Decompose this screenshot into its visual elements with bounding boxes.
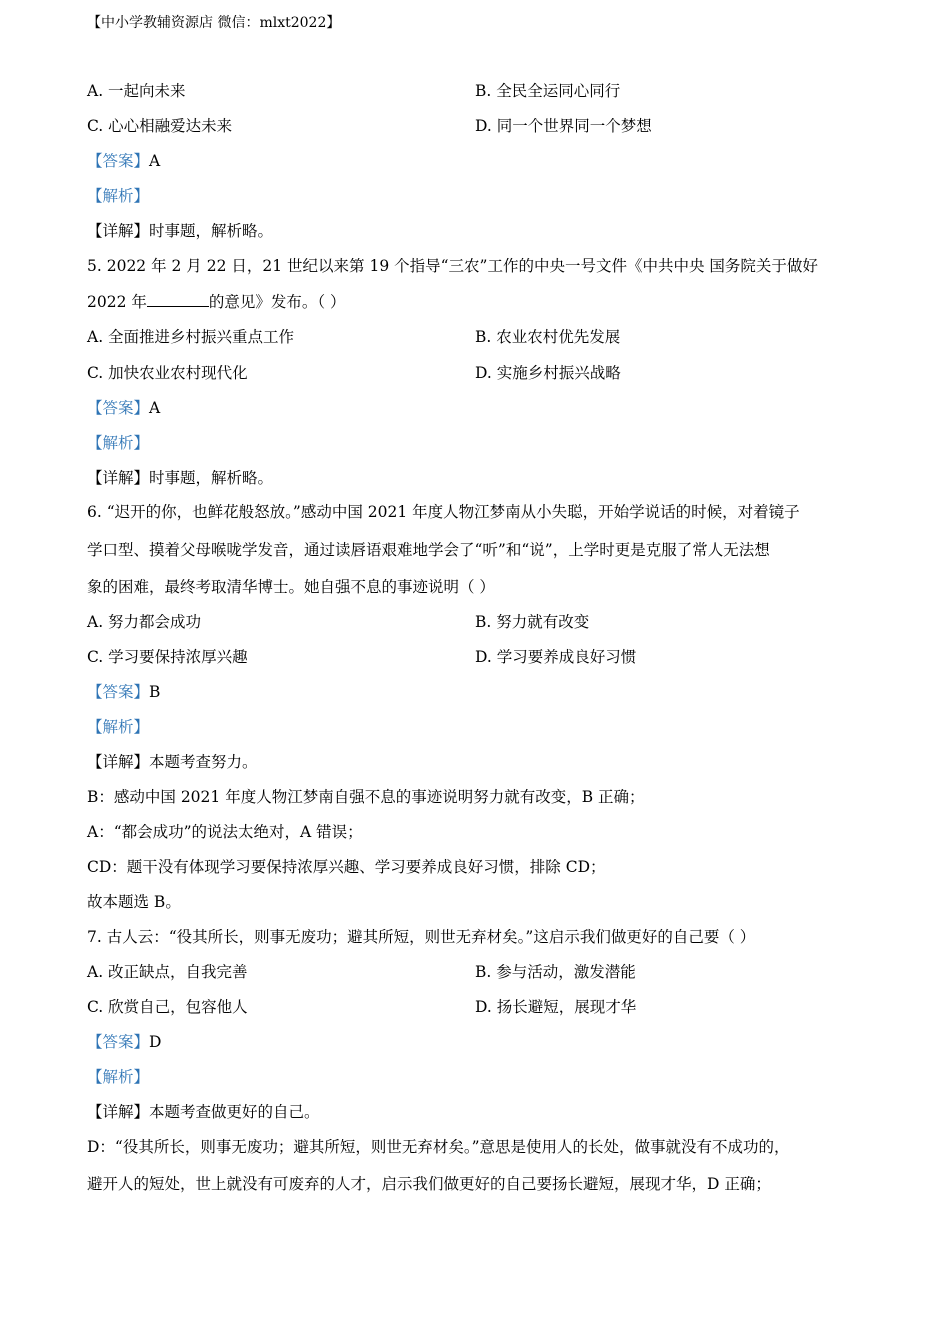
answer-label: 【答案】: [87, 399, 150, 417]
q5-fill-blank: [147, 292, 209, 307]
q6-stem-line2: 学口型、摸着父母喉咙学发音，通过读唇语艰难地学会了“听”和“说”，上学时更是克服了常人无法想: [87, 541, 770, 559]
q4-analysis-label: 【解析】: [87, 187, 150, 205]
q7-option-a: A. 改正缺点，自我完善: [87, 963, 248, 981]
q7-answer: [87, 1030, 161, 1054]
q7-detail-line1: 【详解】本题考查做更好的自己。: [87, 1103, 320, 1121]
q5-option-a: A. 全面推进乡村振兴重点工作: [87, 328, 295, 346]
page-header: 【中小学教辅资源店 微信：mlxt2022】: [87, 15, 341, 31]
q6-option-d: D. 学习要养成良好习惯: [475, 648, 637, 666]
q6-detail-line4: CD：题干没有体现学习要保持浓厚兴趣、学习要养成良好习惯，排除 CD；: [87, 858, 606, 876]
q6-option-b: B. 努力就有改变: [475, 613, 590, 631]
q6-detail-line5: 故本题选 B。: [87, 893, 181, 911]
q6-option-a: A. 努力都会成功: [87, 613, 202, 631]
answer-label: 【答案】: [87, 1033, 150, 1051]
q7-option-b: B. 参与活动，激发潜能: [475, 963, 636, 981]
answer-value: B: [149, 683, 161, 701]
answer-label: 【答案】: [87, 683, 150, 701]
q6-detail-line1: 【详解】本题考查努力。: [87, 753, 258, 771]
q5-option-d: D. 实施乡村振兴战略: [475, 364, 621, 382]
q4-option-a: A. 一起向未来: [87, 82, 186, 100]
q5-detail: 【详解】时事题，解析略。: [87, 469, 274, 487]
q5-answer: [87, 396, 160, 420]
q6-analysis-label: 【解析】: [87, 718, 150, 736]
answer-label: 【答案】: [87, 152, 150, 170]
q6-stem-line3: 象的困难，最终考取清华博士。她自强不息的事迹说明（ ）: [87, 578, 495, 596]
q5-stem-line2: [87, 290, 346, 314]
answer-value: A: [149, 152, 161, 170]
q7-option-d: D. 扬长避短，展现才华: [475, 998, 637, 1016]
q5-stem-prefix: 2022 年: [87, 293, 147, 311]
q4-answer: [87, 149, 160, 173]
q4-detail: 【详解】时事题，解析略。: [87, 222, 274, 240]
q7-option-c: C. 欣赏自己，包容他人: [87, 998, 248, 1016]
q6-detail-line3: A：“都会成功”的说法太绝对，A 错误；: [87, 823, 363, 841]
q7-stem: 7. 古人云：“役其所长，则事无废功；避其所短，则世无弃材矣。”这启示我们做更好的自己要（ ）: [87, 928, 756, 946]
q6-stem-line1: 6. “迟开的你，也鲜花般怒放。”感动中国 2021 年度人物江梦南从小失聪，开始学说话的时候，对着镜子: [87, 503, 800, 521]
q7-detail-line2: D：“役其所长，则事无废功；避其所短，则世无弃材矣。”意思是使用人的长处，做事就没有不成功的，: [87, 1138, 790, 1156]
q5-stem-suffix: 的意见》发布。（ ）: [208, 293, 346, 311]
answer-value: A: [149, 399, 161, 417]
q5-stem-line1: 5. 2022 年 2 月 22 日，21 世纪以来第 19 个指导“三农”工作的中央一号文件《中共中央 国务院关于做好: [87, 257, 818, 275]
q7-detail-line3: 避开人的短处，世上就没有可废弃的人才，启示我们做更好的自己要扬长避短，展现才华，D 正确；: [87, 1175, 771, 1193]
q6-detail-line2: B：感动中国 2021 年度人物江梦南自强不息的事迹说明努力就有改变，B 正确；: [87, 788, 645, 806]
q6-answer: [87, 680, 160, 704]
answer-value: D: [149, 1033, 162, 1051]
q4-option-c: C. 心心相融爱达未来: [87, 117, 233, 135]
q6-option-c: C. 学习要保持浓厚兴趣: [87, 648, 248, 666]
q7-analysis-label: 【解析】: [87, 1068, 150, 1086]
q5-option-c: C. 加快农业农村现代化: [87, 364, 248, 382]
q5-option-b: B. 农业农村优先发展: [475, 328, 621, 346]
q4-option-b: B. 全民全运同心同行: [475, 82, 621, 100]
q4-option-d: D. 同一个世界同一个梦想: [475, 117, 652, 135]
q5-analysis-label: 【解析】: [87, 434, 150, 452]
